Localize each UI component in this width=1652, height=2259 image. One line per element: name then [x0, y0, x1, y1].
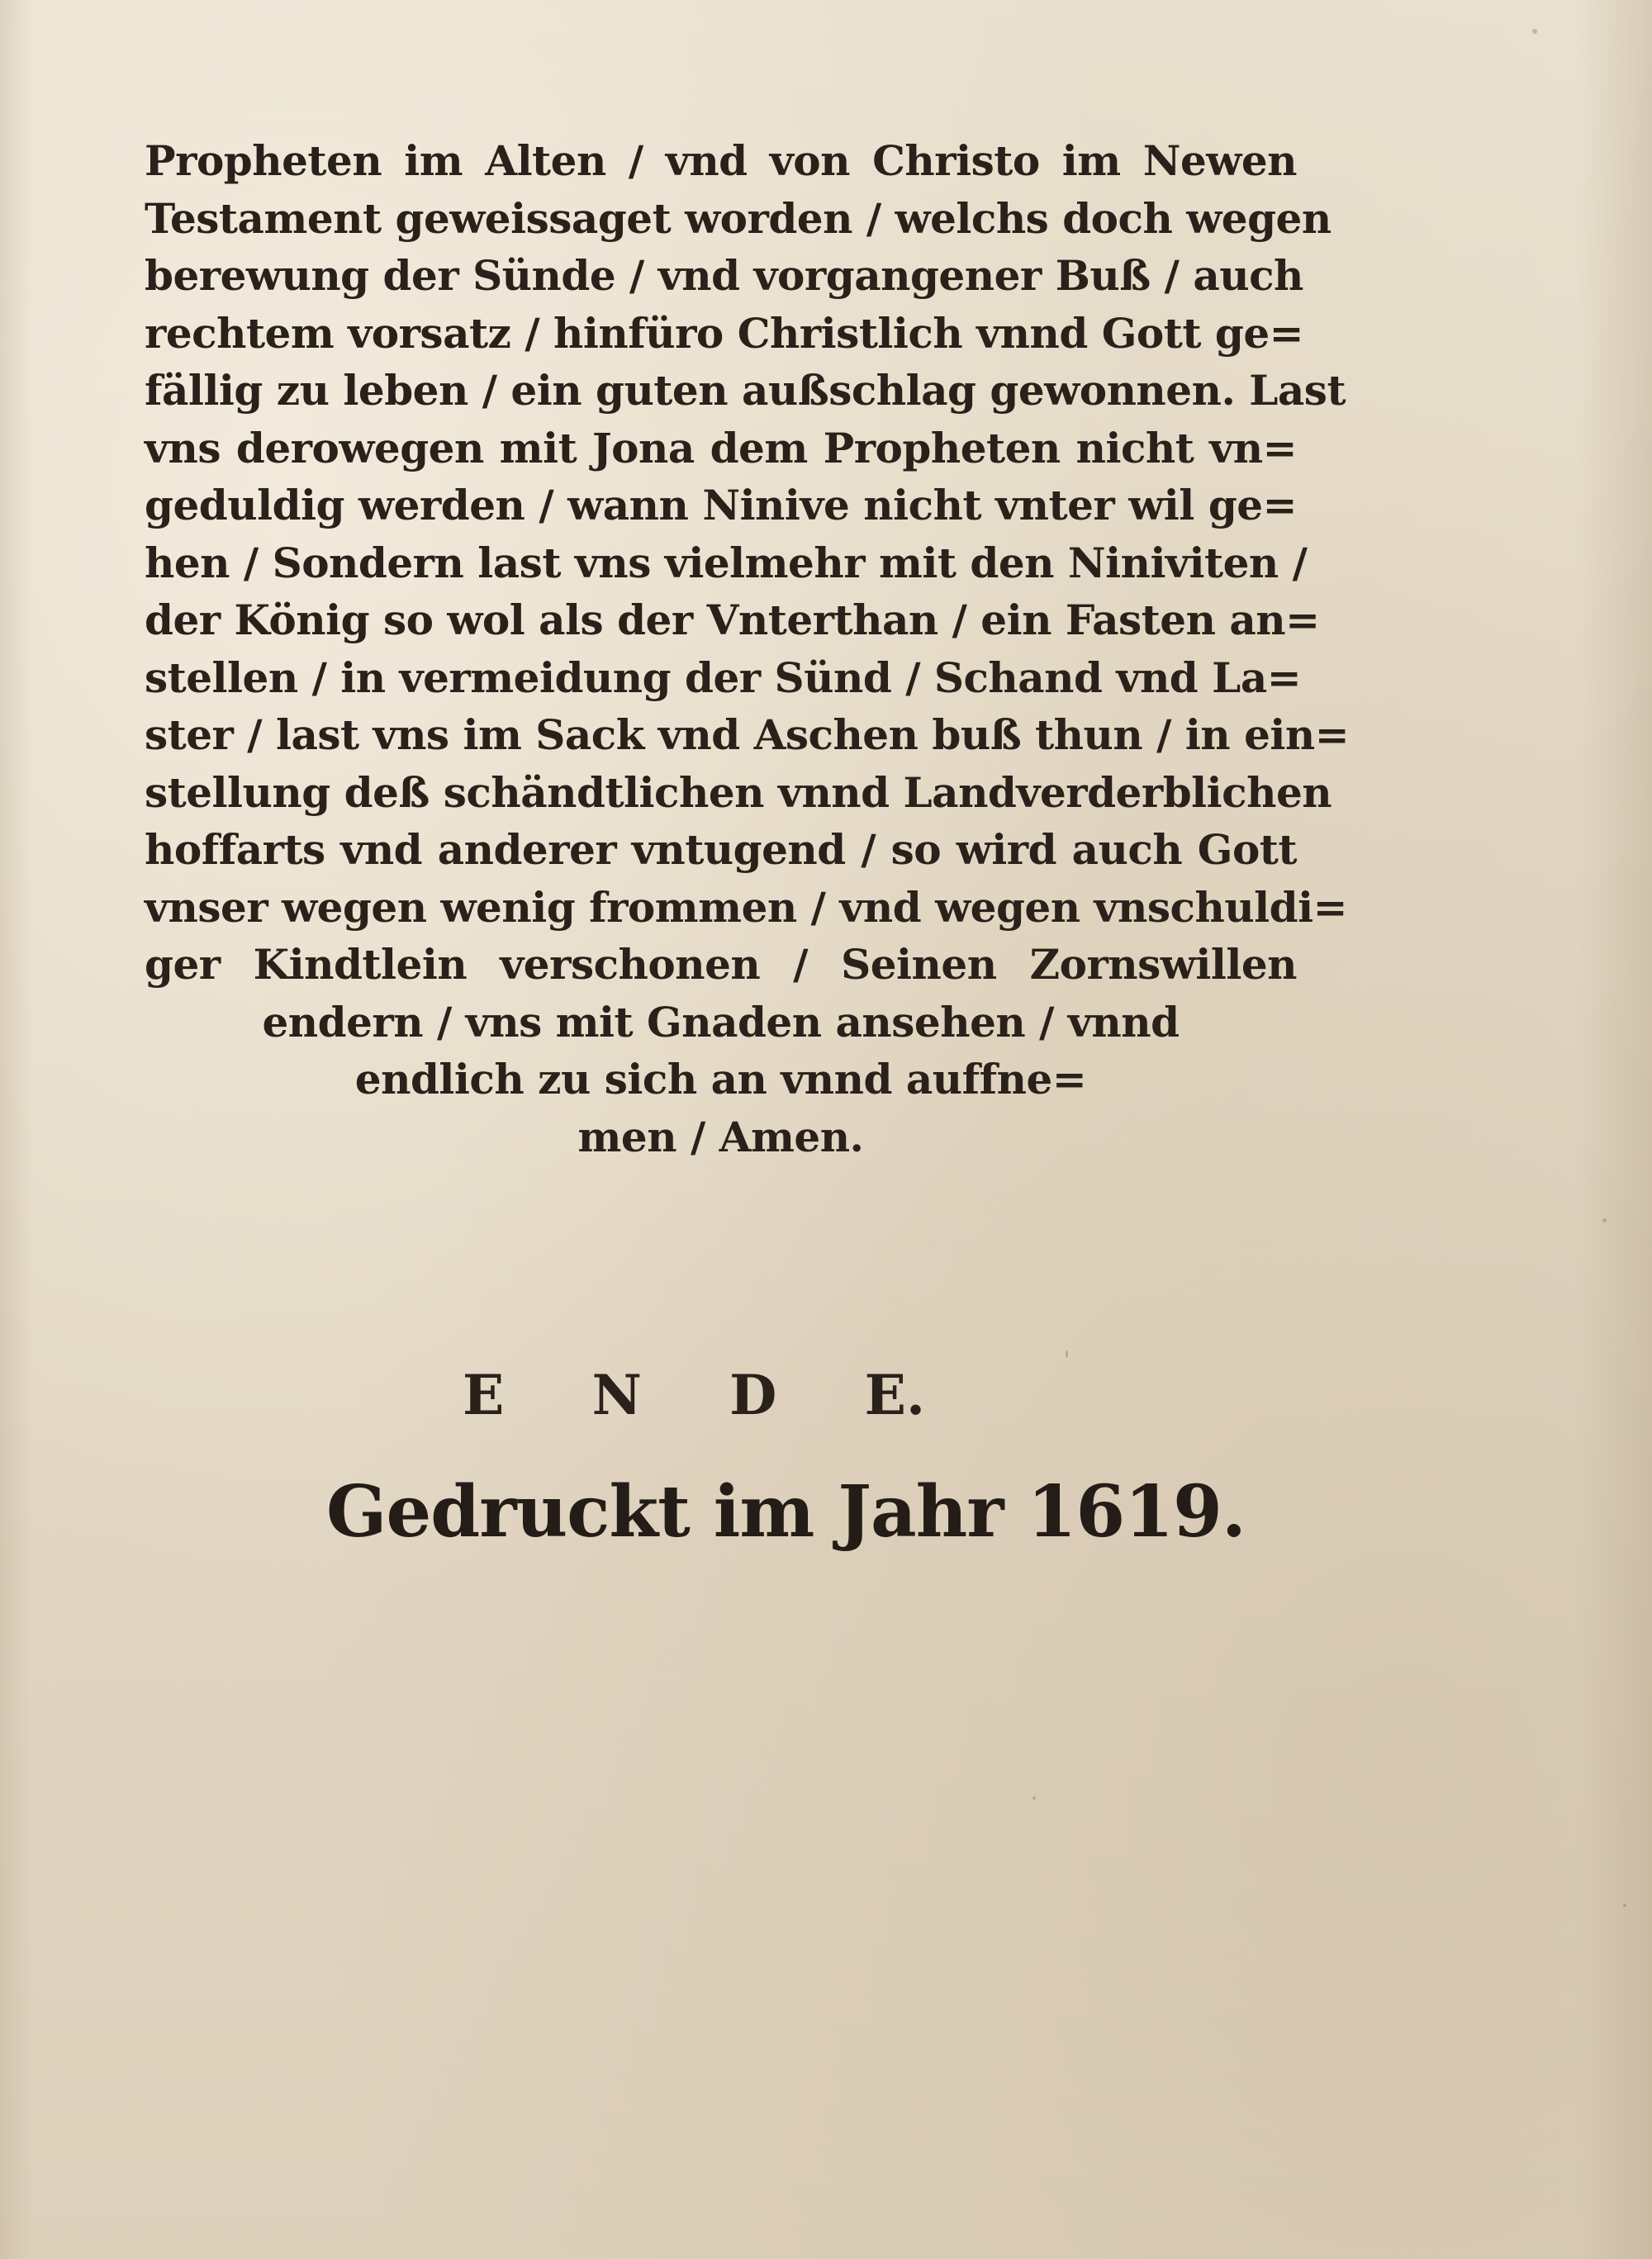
paper-speck	[1032, 1796, 1036, 1800]
text-line: ger Kindtlein verschonen / Seinen Zornswillen	[145, 940, 1297, 989]
text-line: Testament geweissaget worden / welchs doch wegen	[145, 193, 1332, 243]
text-line: Propheten im Alten / vnd von Christo im Newen	[145, 136, 1297, 185]
text-line: der König so wol als der Vnterthan / ein Fasten an=	[145, 596, 1320, 644]
paper-edge-left	[0, 0, 33, 2259]
text-line: hoffarts vnd anderer vntugend / so wird auch Gott	[145, 825, 1297, 874]
body-text	[145, 132, 1350, 1165]
text-line: rechtem vorsatz / hinfüro Christlich vnnd Gott ge=	[145, 308, 1304, 358]
paper-speck	[1602, 1218, 1607, 1222]
text-line: endlich zu sich an vnnd auffne=	[354, 1055, 1087, 1103]
text-line: vnser wegen wenig frommen / vnd wegen vnschuldi=	[145, 882, 1348, 932]
text-line: berewung der Sünde / vnd vorgangener Buß / auch	[145, 251, 1303, 300]
text-line: men / Amen.	[577, 1112, 864, 1161]
text-line: endern / vns mit Gnaden ansehen / vnnd	[262, 997, 1180, 1046]
text-line: hen / Sondern last vns vielmehr mit den Niniviten /	[145, 538, 1308, 587]
text-line: stellung deß schändtlichen vnnd Landverderblichen	[145, 767, 1332, 817]
ende-heading	[463, 1363, 925, 1427]
text-line: ster / last vns im Sack vnd Aschen buß thun / in ein=	[145, 710, 1350, 759]
text-line: stellen / in vermeidung der Sünd / Schand vnd La=	[145, 653, 1302, 702]
text-line: vns derowegen mit Jona dem Propheten nicht vn=	[145, 423, 1297, 472]
ende-letter: E.	[864, 1363, 925, 1427]
paper-speck	[1066, 1350, 1068, 1358]
paper-speck	[1623, 1904, 1626, 1907]
ende-letter: D	[729, 1363, 777, 1427]
imprint-line: Gedruckt im Jahr 1619.	[326, 1470, 1246, 1554]
ende-letter: E	[463, 1363, 505, 1427]
paper-speck	[1532, 29, 1537, 34]
text-line: geduldig werden / wann Ninive nicht vnter wil ge=	[145, 481, 1297, 529]
ende-letter: N	[591, 1363, 642, 1427]
paper-edge-right	[1578, 0, 1652, 2259]
text-line: fällig zu leben / ein guten außschlag gewonnen. Last	[145, 366, 1346, 415]
